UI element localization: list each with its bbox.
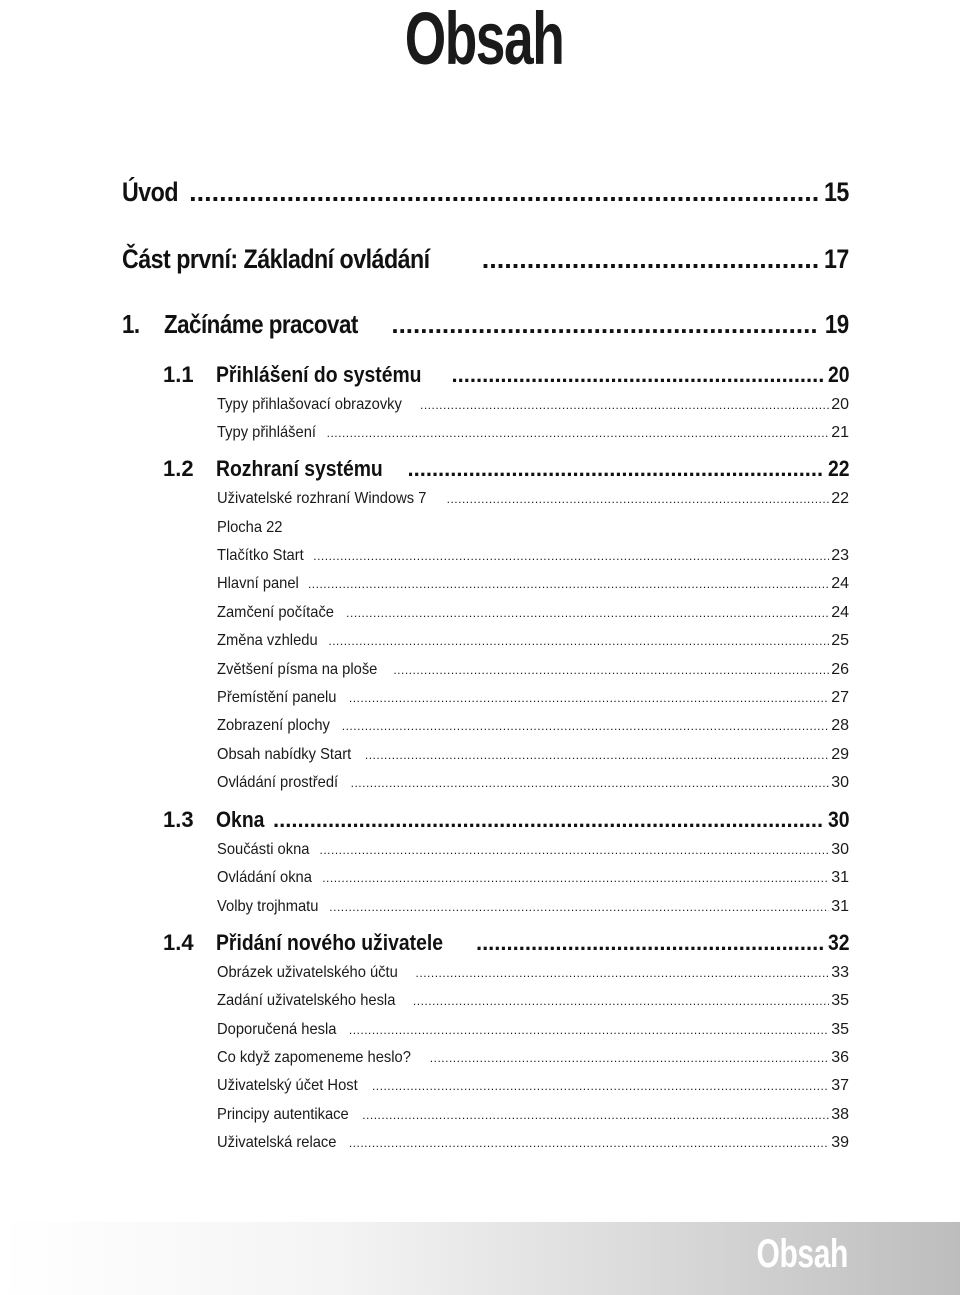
toc-entry-title: Uživatelské rozhraní Windows 7: [217, 490, 427, 507]
toc-subentry[interactable]: [217, 897, 849, 917]
toc-entry-page: 30: [831, 841, 849, 858]
page-title: Obsah: [404, 0, 564, 80]
toc-subentry[interactable]: [217, 991, 849, 1011]
dot-leader: [430, 1048, 829, 1068]
toc-subentry[interactable]: [217, 1133, 849, 1153]
toc-subentry[interactable]: [217, 1076, 849, 1096]
toc-entry-title: Uživatelský účet Host: [217, 1077, 358, 1094]
toc-entry-page: 17: [824, 244, 849, 274]
toc-subentry[interactable]: [217, 773, 849, 793]
toc-subentry[interactable]: [217, 1020, 849, 1040]
dot-leader: [346, 603, 829, 623]
toc-entry-title: Část první: Základní ovládání: [122, 244, 430, 274]
toc-entry-page: 36: [831, 1049, 849, 1066]
toc-entry-page: 33: [831, 964, 849, 981]
toc-entry-title: Ovládání prostředí: [217, 774, 339, 791]
toc-subentry[interactable]: [217, 423, 849, 443]
toc-subentry[interactable]: [217, 716, 849, 736]
toc-entry-page: 20: [827, 362, 849, 387]
dot-leader: [328, 631, 829, 651]
toc-subentry[interactable]: [217, 395, 849, 415]
dot-leader: [393, 660, 829, 680]
toc-entry-page: 21: [831, 424, 849, 441]
dot-leader: [482, 244, 818, 274]
toc-entry-title: Obsah nabídky Start: [217, 746, 352, 763]
dot-leader: [420, 395, 829, 415]
toc-entry-title: Principy autentikace: [217, 1106, 349, 1123]
dot-leader: [372, 1076, 829, 1096]
toc-entry-number: 1.3: [163, 807, 194, 832]
dot-leader: [342, 716, 829, 736]
toc-subentry[interactable]: [217, 868, 849, 888]
dot-leader: [452, 362, 823, 388]
toc-entry-title: Přemístění panelu: [217, 689, 337, 706]
toc-section-1-3[interactable]: [163, 807, 849, 833]
toc-subentry[interactable]: [217, 660, 849, 680]
toc-entry-number: 1.4: [163, 930, 194, 955]
toc-entry-title: Doporučená hesla: [217, 1021, 337, 1038]
toc-entry-page: 35: [831, 992, 849, 1009]
dot-leader: [349, 1020, 829, 1040]
toc-entry-title: Co když zapomeneme heslo?: [217, 1049, 411, 1066]
dot-leader: [189, 177, 818, 207]
dot-leader: [362, 1105, 829, 1125]
toc-subentry[interactable]: [217, 603, 849, 623]
toc-entry-title: Zadání uživatelského hesla: [217, 992, 396, 1009]
toc-entry-title: Ovládání okna: [217, 869, 312, 886]
toc-subentry[interactable]: [217, 840, 849, 860]
dot-leader: [365, 745, 829, 765]
toc-entry-page: 38: [831, 1106, 849, 1123]
toc-entry-number: 1.2: [163, 456, 194, 481]
toc-subentry[interactable]: [217, 489, 849, 509]
toc-entry-page: 28: [831, 717, 849, 734]
toc-entry-title: Přidání nového uživatele: [216, 930, 443, 955]
toc-entry-page: 24: [831, 604, 849, 621]
toc-entry-title: Zamčení počítače: [217, 604, 334, 621]
toc-entry-title: Úvod: [122, 177, 178, 207]
toc-entry-title: Zvětšení písma na ploše: [217, 661, 378, 678]
toc-entry-page: 29: [831, 746, 849, 763]
toc-entry-page: 25: [831, 632, 849, 649]
toc-subentry[interactable]: [217, 574, 849, 594]
dot-leader: [329, 897, 829, 917]
toc-subentry[interactable]: [217, 1105, 849, 1125]
toc-subentry[interactable]: [217, 546, 849, 566]
toc-entry-page: 39: [831, 1134, 849, 1151]
toc-entry-title: Hlavní panel: [217, 575, 299, 592]
toc-section-1-1[interactable]: [163, 362, 849, 388]
dot-leader: [322, 868, 829, 888]
toc-entry-page: 19: [825, 309, 849, 339]
dot-leader: [351, 773, 830, 793]
toc-entry-page: 22: [831, 490, 849, 507]
toc-entry-page: 35: [831, 1021, 849, 1038]
dot-leader: [349, 688, 829, 708]
dot-leader: [413, 991, 829, 1011]
dot-leader: [327, 423, 830, 443]
toc-entry-title: Rozhraní systému: [216, 456, 383, 481]
toc-entry-page: 23: [831, 547, 849, 564]
toc-entry-title: Přihlášení do systému: [216, 362, 422, 387]
dot-leader: [416, 963, 830, 983]
toc-entry-page: 32: [827, 930, 849, 955]
toc-entry-page: 30: [827, 807, 849, 832]
toc-entry-number: 1.1: [163, 362, 194, 387]
toc-entry-title: Volby trojhmatu: [217, 898, 319, 915]
dot-leader: [447, 489, 830, 509]
toc-entry-chapter1[interactable]: [122, 309, 849, 339]
toc-subentry[interactable]: [217, 745, 849, 765]
toc-entry-title: Součásti okna: [217, 841, 310, 858]
toc-entry-intro[interactable]: [122, 177, 849, 207]
toc-entry-page: 31: [831, 898, 849, 915]
toc-subentry[interactable]: [217, 631, 849, 651]
dot-leader: [476, 930, 823, 956]
toc-entry-page: 26: [831, 661, 849, 678]
toc-section-1-2[interactable]: [163, 456, 849, 482]
toc-entry-title: Typy přihlašovací obrazovky: [217, 396, 402, 413]
toc-entry-part1[interactable]: [122, 244, 849, 274]
dot-leader: [313, 546, 829, 566]
toc-entry-page: 30: [831, 774, 849, 791]
toc-entry-page: 15: [824, 177, 849, 207]
dot-leader: [308, 574, 829, 594]
toc-entry-page: 27: [831, 689, 849, 706]
toc-entry-page: 37: [831, 1077, 849, 1094]
toc-entry-page: 24: [831, 575, 849, 592]
dot-leader: [273, 807, 822, 833]
dot-leader: [408, 456, 823, 482]
toc-entry-title: Změna vzhledu: [217, 632, 318, 649]
toc-entry-title: Tlačítko Start: [217, 547, 304, 564]
footer-section-label: Obsah: [756, 1232, 848, 1276]
toc-subentry[interactable]: [217, 688, 849, 708]
toc-entry-page: 20: [831, 396, 849, 413]
toc-entry-title: Zobrazení plochy: [217, 717, 330, 734]
toc-entry-title: Plocha 22: [217, 519, 283, 536]
toc-section-1-4[interactable]: [163, 930, 849, 956]
toc-entry-title: Typy přihlášení: [217, 424, 317, 441]
toc-subentry[interactable]: [217, 518, 849, 538]
toc-entry-title: Uživatelská relace: [217, 1134, 337, 1151]
toc-entry-page: 22: [827, 456, 849, 481]
toc-entry-title: Okna: [216, 807, 265, 832]
toc-entry-title: Začínáme pracovat: [164, 309, 358, 339]
dot-leader: [349, 1133, 829, 1153]
dot-leader: [320, 840, 830, 860]
toc-entry-page: 31: [831, 869, 849, 886]
toc-subentry[interactable]: [217, 963, 849, 983]
toc-entry-title: Obrázek uživatelského účtu: [217, 964, 398, 981]
toc-subentry[interactable]: [217, 1048, 849, 1068]
toc-entry-number: 1.: [122, 309, 140, 339]
dot-leader: [391, 309, 819, 339]
